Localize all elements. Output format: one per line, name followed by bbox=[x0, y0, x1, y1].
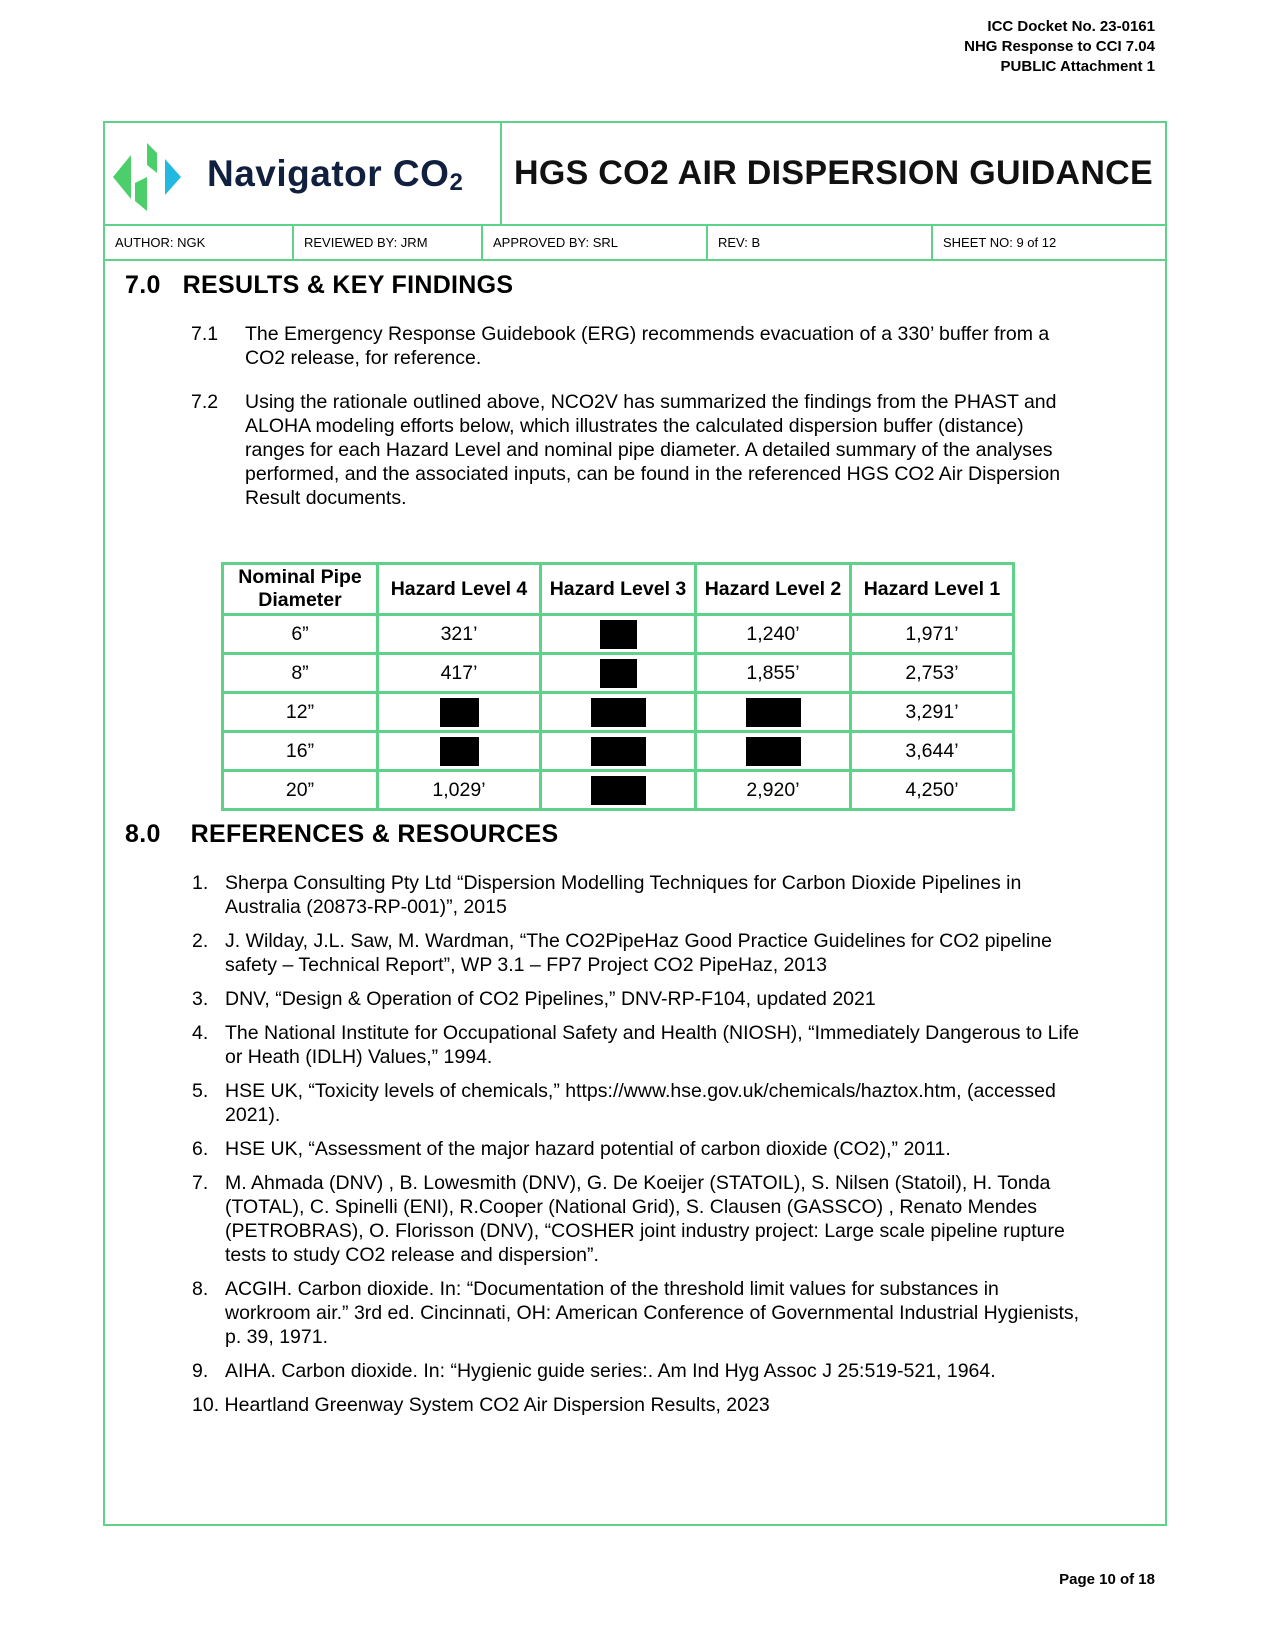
list-item bbox=[192, 1359, 1132, 1383]
text-line: The Emergency Response Guidebook (ERG) recommends evacuation of a 330’ buffer from a bbox=[245, 323, 1050, 345]
section7-title: RESULTS & KEY FINDINGS bbox=[182, 271, 514, 299]
column-header-hl4: Hazard Level 4 bbox=[378, 564, 541, 615]
section8-heading bbox=[125, 820, 558, 849]
ref-line: AIHA. Carbon dioxide. In: “Hygienic guide series:. Am Ind Hyg Assoc J 25:519-521, 1964. bbox=[225, 1360, 996, 1382]
ref-number: 2. bbox=[192, 930, 209, 952]
cell-hl4: 321’ bbox=[378, 615, 541, 654]
logo-right-arrow bbox=[165, 159, 181, 195]
redaction-box bbox=[600, 620, 637, 649]
cell-hl3 bbox=[541, 615, 696, 654]
list-item bbox=[192, 1021, 1132, 1069]
ref-line: 2021). bbox=[225, 1104, 281, 1126]
doc-title-cell bbox=[502, 123, 1165, 224]
reviewed-by-field: REVIEWED BY: JRM bbox=[292, 226, 481, 259]
ref-line: M. Ahmada (DNV) , B. Lowesmith (DNV), G. De Koeijer (STATOIL), S. Nilsen (Statoil), H. Tonda bbox=[225, 1172, 1051, 1194]
text-line: CO2 release, for reference. bbox=[245, 347, 482, 369]
list-item bbox=[192, 1277, 1132, 1349]
ref-line: Sherpa Consulting Pty Ltd “Dispersion Modelling Techniques for Carbon Dioxide Pipelines in bbox=[225, 872, 1022, 894]
redaction-box bbox=[591, 698, 646, 727]
text-line: Result documents. bbox=[245, 487, 407, 509]
docket-block bbox=[964, 17, 1155, 77]
redaction-box bbox=[746, 698, 801, 727]
ref-line: (TOTAL), C. Spinelli (ENI), R.Cooper (National Grid), S. Clausen (GASSCO) , Renato Mendes bbox=[225, 1196, 1038, 1218]
section7-number: 7.0 bbox=[125, 271, 161, 299]
text-line: performed, and the associated inputs, can be found in the referenced HGS CO2 Air Dispersion bbox=[245, 463, 1061, 485]
column-header-hl3: Hazard Level 3 bbox=[541, 564, 696, 615]
logo-top-shard bbox=[147, 143, 157, 173]
text-line: ALOHA modeling efforts below, which illustrates the calculated dispersion buffer (distance) bbox=[245, 415, 1024, 437]
references-list bbox=[192, 871, 1132, 1427]
cell-hl4: 1,029’ bbox=[378, 771, 541, 810]
cell-hl4 bbox=[378, 732, 541, 771]
paragraph-text bbox=[245, 390, 1060, 510]
column-header-hl2: Hazard Level 2 bbox=[696, 564, 851, 615]
title-block bbox=[105, 123, 1165, 257]
cell-hl2: 1,240’ bbox=[696, 615, 851, 654]
column-header-hl1: Hazard Level 1 bbox=[851, 564, 1014, 615]
cell-diameter: 6” bbox=[223, 615, 378, 654]
docket-number: ICC Docket No. 23-0161 bbox=[987, 18, 1155, 35]
table-row bbox=[223, 732, 1014, 771]
section8-number: 8.0 bbox=[125, 820, 161, 848]
paragraph-7-1 bbox=[191, 322, 1111, 372]
paragraph-text bbox=[245, 322, 1049, 370]
cell-hl2 bbox=[696, 693, 851, 732]
cell-hl3 bbox=[541, 654, 696, 693]
table-row bbox=[223, 615, 1014, 654]
rev-field: REV: B bbox=[706, 226, 931, 259]
ref-line: or Heath (IDLH) Values,” 1994. bbox=[225, 1046, 493, 1068]
text-line: Using the rationale outlined above, NCO2V has summarized the findings from the PHAST and bbox=[245, 391, 1057, 413]
list-item bbox=[192, 1393, 1132, 1417]
cell-hl2: 2,920’ bbox=[696, 771, 851, 810]
brand-text: Navigator CO bbox=[207, 153, 450, 194]
ref-line: HSE UK, “Assessment of the major hazard potential of carbon dioxide (CO2),” 2011. bbox=[225, 1138, 951, 1160]
document-frame bbox=[103, 121, 1167, 1526]
redaction-box bbox=[591, 776, 646, 805]
logo-left-arrow bbox=[113, 155, 131, 199]
cell-hl1: 2,753’ bbox=[851, 654, 1014, 693]
cell-diameter: 16” bbox=[223, 732, 378, 771]
redaction-box bbox=[440, 698, 479, 727]
ref-line: HSE UK, “Toxicity levels of chemicals,” https://www.hse.gov.uk/chemicals/haztox.htm, (accessed bbox=[225, 1080, 1056, 1102]
redaction-box bbox=[600, 659, 637, 688]
paragraph-number: 7.2 bbox=[191, 391, 219, 413]
sheet-number-field: SHEET NO: 9 of 12 bbox=[931, 226, 1165, 259]
list-item bbox=[192, 1079, 1132, 1127]
cell-diameter: 12” bbox=[223, 693, 378, 732]
meta-row bbox=[105, 224, 1165, 261]
ref-line: Australia (20873-RP-001)”, 2015 bbox=[225, 896, 507, 918]
page-number: Page 10 of 18 bbox=[1059, 1571, 1155, 1588]
ref-line: ACGIH. Carbon dioxide. In: “Documentation of the threshold limit values for substances in bbox=[225, 1278, 999, 1300]
ref-number: 7. bbox=[192, 1172, 209, 1194]
cell-diameter: 20” bbox=[223, 771, 378, 810]
paragraph-7-2 bbox=[191, 390, 1111, 510]
table-row bbox=[223, 693, 1014, 732]
list-item bbox=[192, 1171, 1132, 1267]
header-line: Diameter bbox=[258, 589, 342, 611]
author-field: AUTHOR: NGK bbox=[115, 235, 206, 250]
cell-hl1: 4,250’ bbox=[851, 771, 1014, 810]
docket-attachment: PUBLIC Attachment 1 bbox=[1000, 58, 1155, 75]
ref-number: 1. bbox=[192, 872, 209, 894]
cell-hl3 bbox=[541, 771, 696, 810]
ref-line: p. 39, 1971. bbox=[225, 1326, 329, 1348]
ref-number: 5. bbox=[192, 1080, 209, 1102]
ref-line: J. Wilday, J.L. Saw, M. Wardman, “The CO2PipeHaz Good Practice Guidelines for CO2 pipeline bbox=[225, 930, 1052, 952]
cell-hl3 bbox=[541, 732, 696, 771]
docket-response: NHG Response to CCI 7.04 bbox=[964, 38, 1155, 55]
section7-heading bbox=[125, 271, 513, 300]
approved-by-field: APPROVED BY: SRL bbox=[481, 226, 706, 259]
cell-hl2: 1,855’ bbox=[696, 654, 851, 693]
ref-number: 8. bbox=[192, 1278, 209, 1300]
hazard-distance-table bbox=[221, 562, 1015, 811]
logo-bottom-shard bbox=[135, 177, 147, 211]
ref-number: 9. bbox=[192, 1360, 209, 1382]
cell-hl2 bbox=[696, 732, 851, 771]
table-row bbox=[223, 771, 1014, 810]
cell-hl1: 1,971’ bbox=[851, 615, 1014, 654]
column-header-diameter bbox=[223, 564, 378, 615]
redaction-box bbox=[440, 737, 479, 766]
redaction-box bbox=[746, 737, 801, 766]
redaction-box bbox=[591, 737, 646, 766]
brand-subscript: 2 bbox=[449, 169, 464, 196]
list-item bbox=[192, 987, 1132, 1011]
ref-line: DNV, “Design & Operation of CO2 Pipelines,” DNV-RP-F104, updated 2021 bbox=[225, 988, 876, 1010]
ref-line: workroom air.” 3rd ed. Cincinnati, OH: American Conference of Governmental Industrial Hygienists, bbox=[225, 1302, 1080, 1324]
paragraph-number: 7.1 bbox=[191, 323, 219, 345]
header-line: Nominal Pipe bbox=[238, 566, 362, 588]
cell-hl1: 3,291’ bbox=[851, 693, 1014, 732]
cell-hl1: 3,644’ bbox=[851, 732, 1014, 771]
cell-hl3 bbox=[541, 693, 696, 732]
table-header-row bbox=[223, 564, 1014, 615]
ref-line: 10. Heartland Greenway System CO2 Air Dispersion Results, 2023 bbox=[192, 1394, 770, 1416]
text-line: ranges for each Hazard Level and nominal pipe diameter. A detailed summary of the analyses bbox=[245, 439, 1053, 461]
cell-diameter: 8” bbox=[223, 654, 378, 693]
ref-line: The National Institute for Occupational Safety and Health (NIOSH), “Immediately Dangerous to Life bbox=[225, 1022, 1080, 1044]
ref-line: (PETROBRAS), O. Florisson (DNV), “COSHER joint industry project: Large scale pipeline rupture bbox=[225, 1220, 1065, 1242]
ref-line: tests to study CO2 release and dispersion”. bbox=[225, 1244, 599, 1266]
brand-name bbox=[207, 153, 463, 197]
ref-number: 4. bbox=[192, 1022, 209, 1044]
list-item bbox=[192, 871, 1132, 919]
section8-title: REFERENCES & RESOURCES bbox=[190, 820, 559, 848]
ref-line: safety – Technical Report”, WP 3.1 – FP7 Project CO2 PipeHaz, 2013 bbox=[225, 954, 827, 976]
doc-title: HGS CO2 AIR DISPERSION GUIDANCE bbox=[513, 154, 1153, 192]
list-item bbox=[192, 929, 1132, 977]
cell-hl4 bbox=[378, 693, 541, 732]
list-item bbox=[192, 1137, 1132, 1161]
cell-hl4: 417’ bbox=[378, 654, 541, 693]
table-row bbox=[223, 654, 1014, 693]
ref-number: 6. bbox=[192, 1138, 209, 1160]
logo-cell bbox=[105, 123, 502, 224]
ref-number: 3. bbox=[192, 988, 209, 1010]
